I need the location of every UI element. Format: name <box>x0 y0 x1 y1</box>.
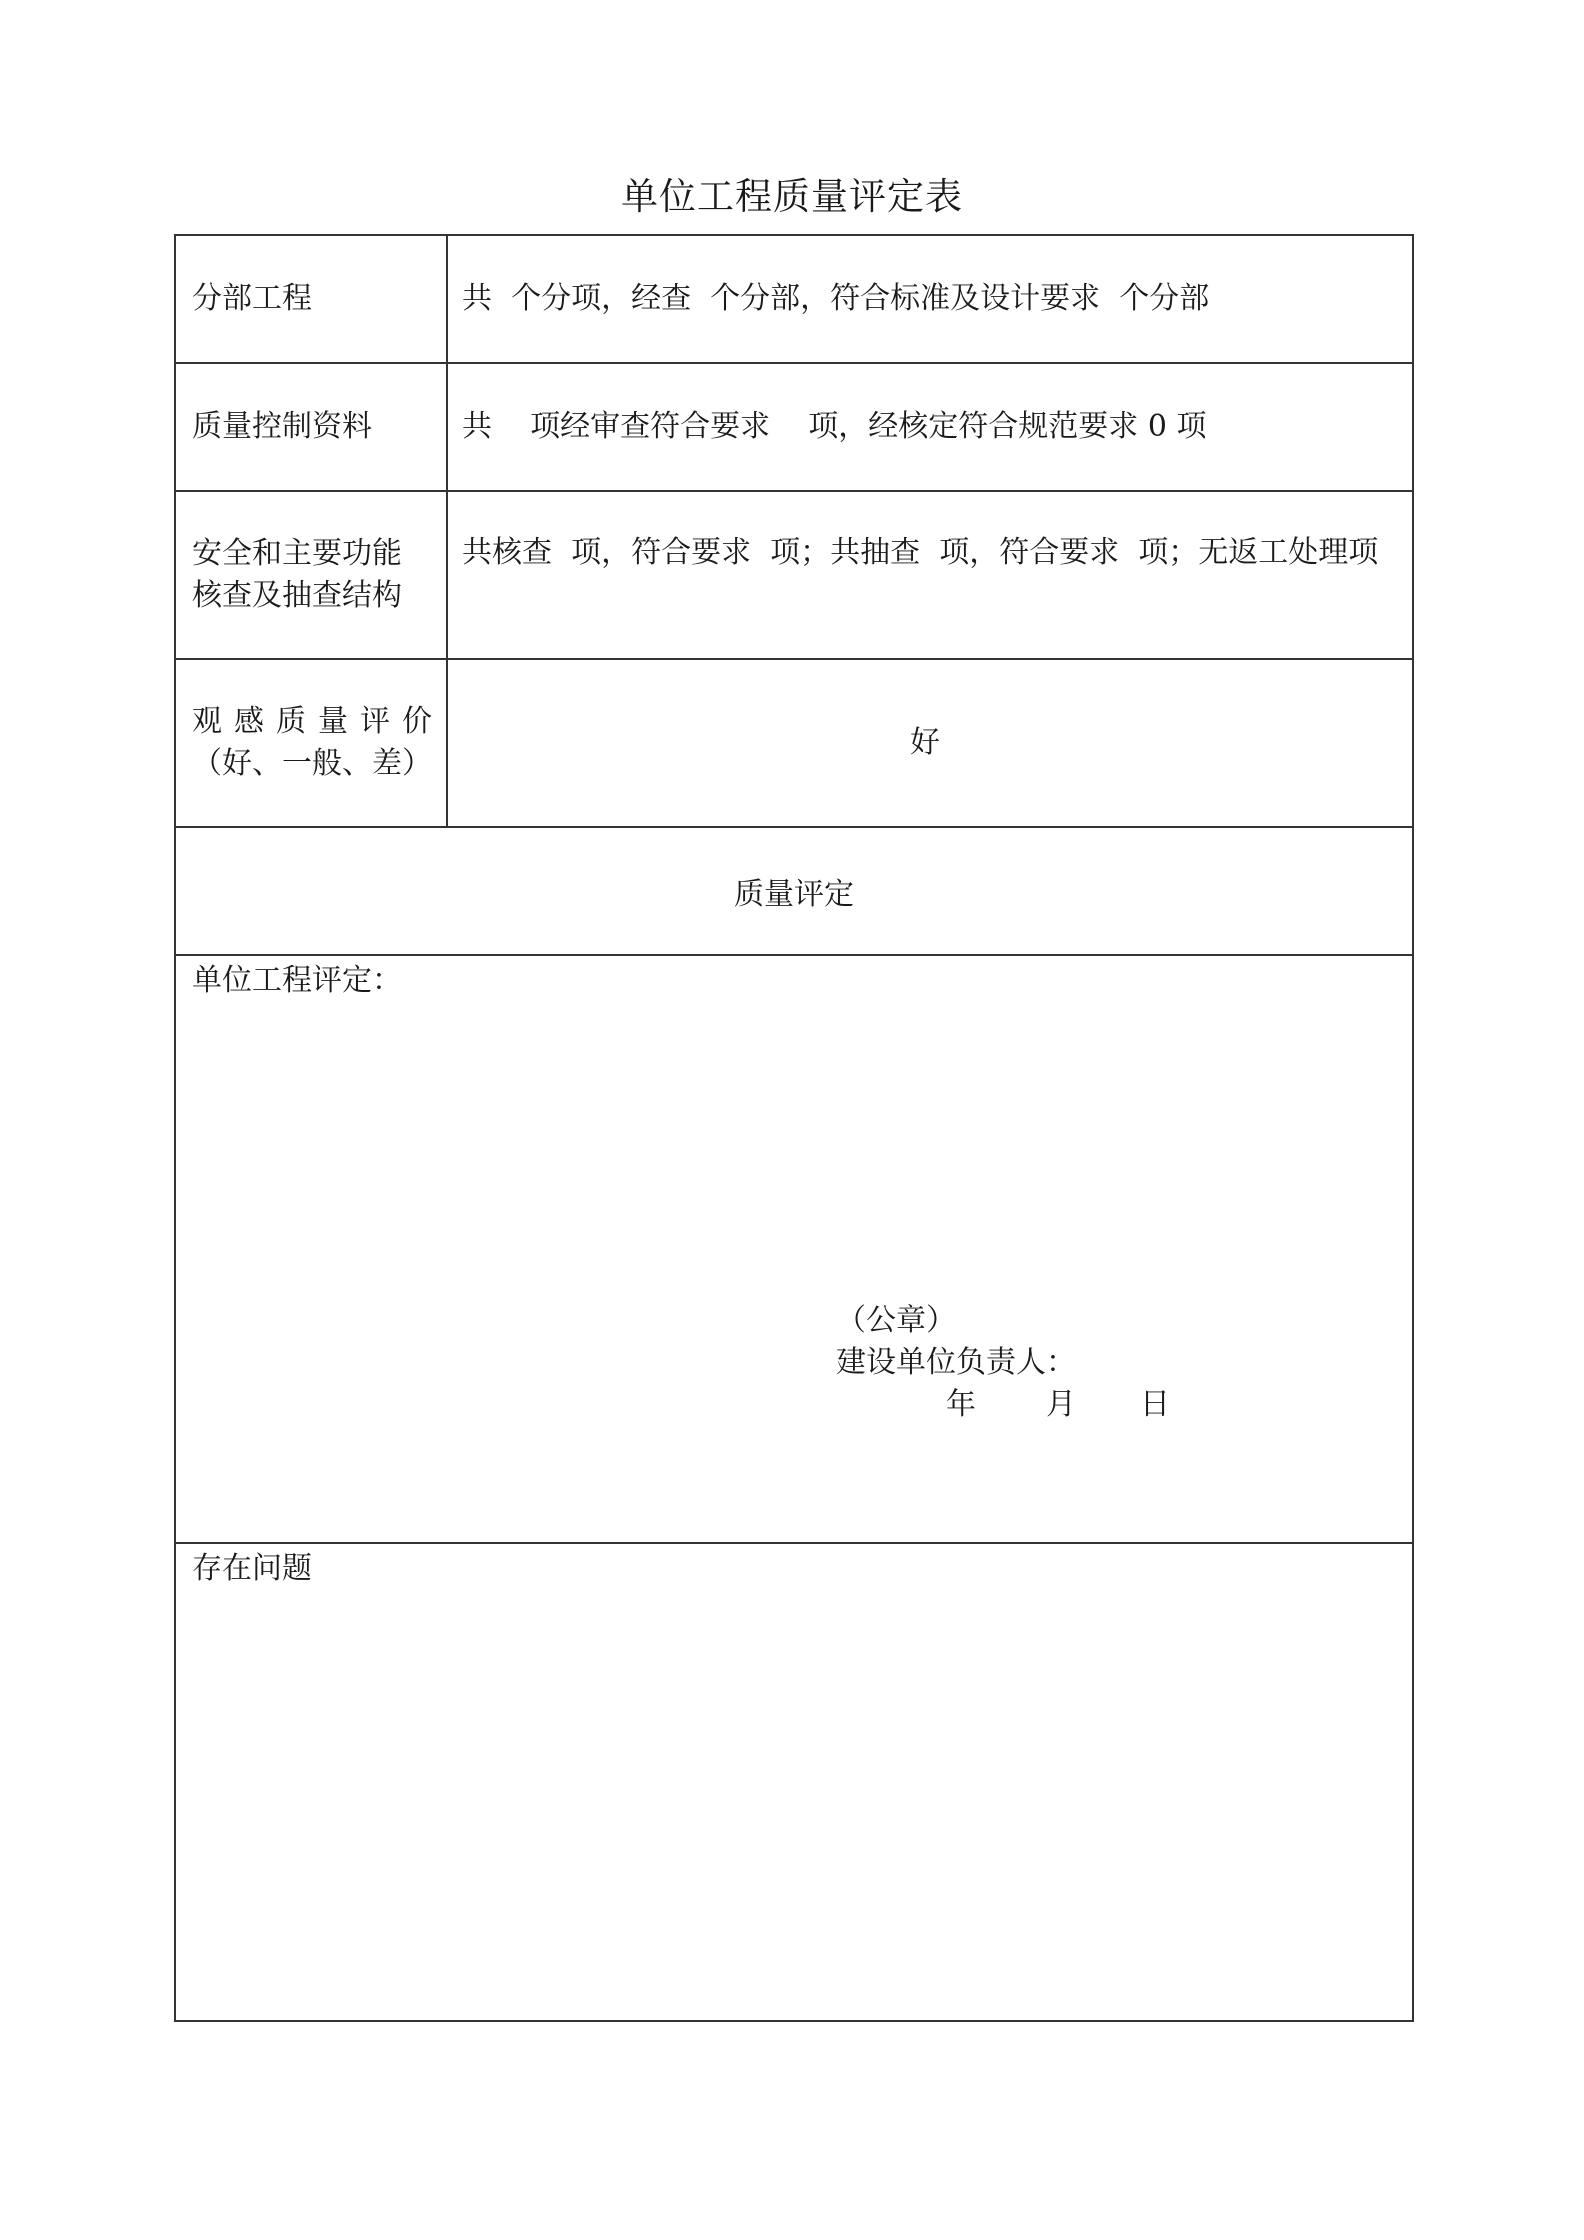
issues-area <box>176 1544 1412 2022</box>
owner-signature-label: 建设单位负责人： <box>836 1345 1076 1380</box>
row-value-safety-check <box>448 492 1412 658</box>
page-title: 单位工程质量评定表 <box>621 175 963 218</box>
quality-section-header <box>176 828 1412 956</box>
date-year-label: 年 <box>946 1387 976 1422</box>
table-row-safety-check <box>176 492 1412 660</box>
row-label-appearance <box>176 660 448 826</box>
unit-evaluation-area <box>176 956 1412 1544</box>
official-seal-label: （公章） <box>836 1303 956 1338</box>
unit-evaluation-label: 单位工程评定： <box>192 963 402 998</box>
date-day-label: 日 <box>1140 1387 1170 1422</box>
row-label-safety-check-line2: 核查及抽查结构 <box>192 578 402 613</box>
row-label-quality-control: 质量控制资料 <box>176 364 448 490</box>
row-label-safety-check <box>176 492 448 658</box>
quality-section-title: 质量评定 <box>734 877 854 912</box>
row-label-subdivision: 分部工程 <box>176 236 448 362</box>
row-value-safety-check-text: 共核查 项，符合要求 项；共抽查 项，符合要求 项；无返工处理项 <box>462 535 1379 570</box>
row-value-subdivision: 共 个分项，经查 个分部，符合标准及设计要求 个分部 <box>462 281 1210 316</box>
date-month-label: 月 <box>1046 1387 1076 1422</box>
table-row-subdivision <box>176 236 1412 364</box>
table-row-appearance <box>176 660 1412 828</box>
issues-label: 存在问题 <box>192 1551 312 1586</box>
row-label-appearance-line1: 观 感 质 量 评 价 <box>192 704 432 739</box>
evaluation-form-table <box>174 234 1414 2022</box>
row-value-appearance: 好 <box>910 725 940 760</box>
row-label-appearance-line2: （好、一般、差） <box>192 746 432 781</box>
row-value-quality-control: 共 项经审查符合要求 项，经核定符合规范要求 0 项 <box>462 409 1207 444</box>
table-row-quality-control <box>176 364 1412 492</box>
row-label-safety-check-line1: 安全和主要功能 <box>192 536 402 571</box>
